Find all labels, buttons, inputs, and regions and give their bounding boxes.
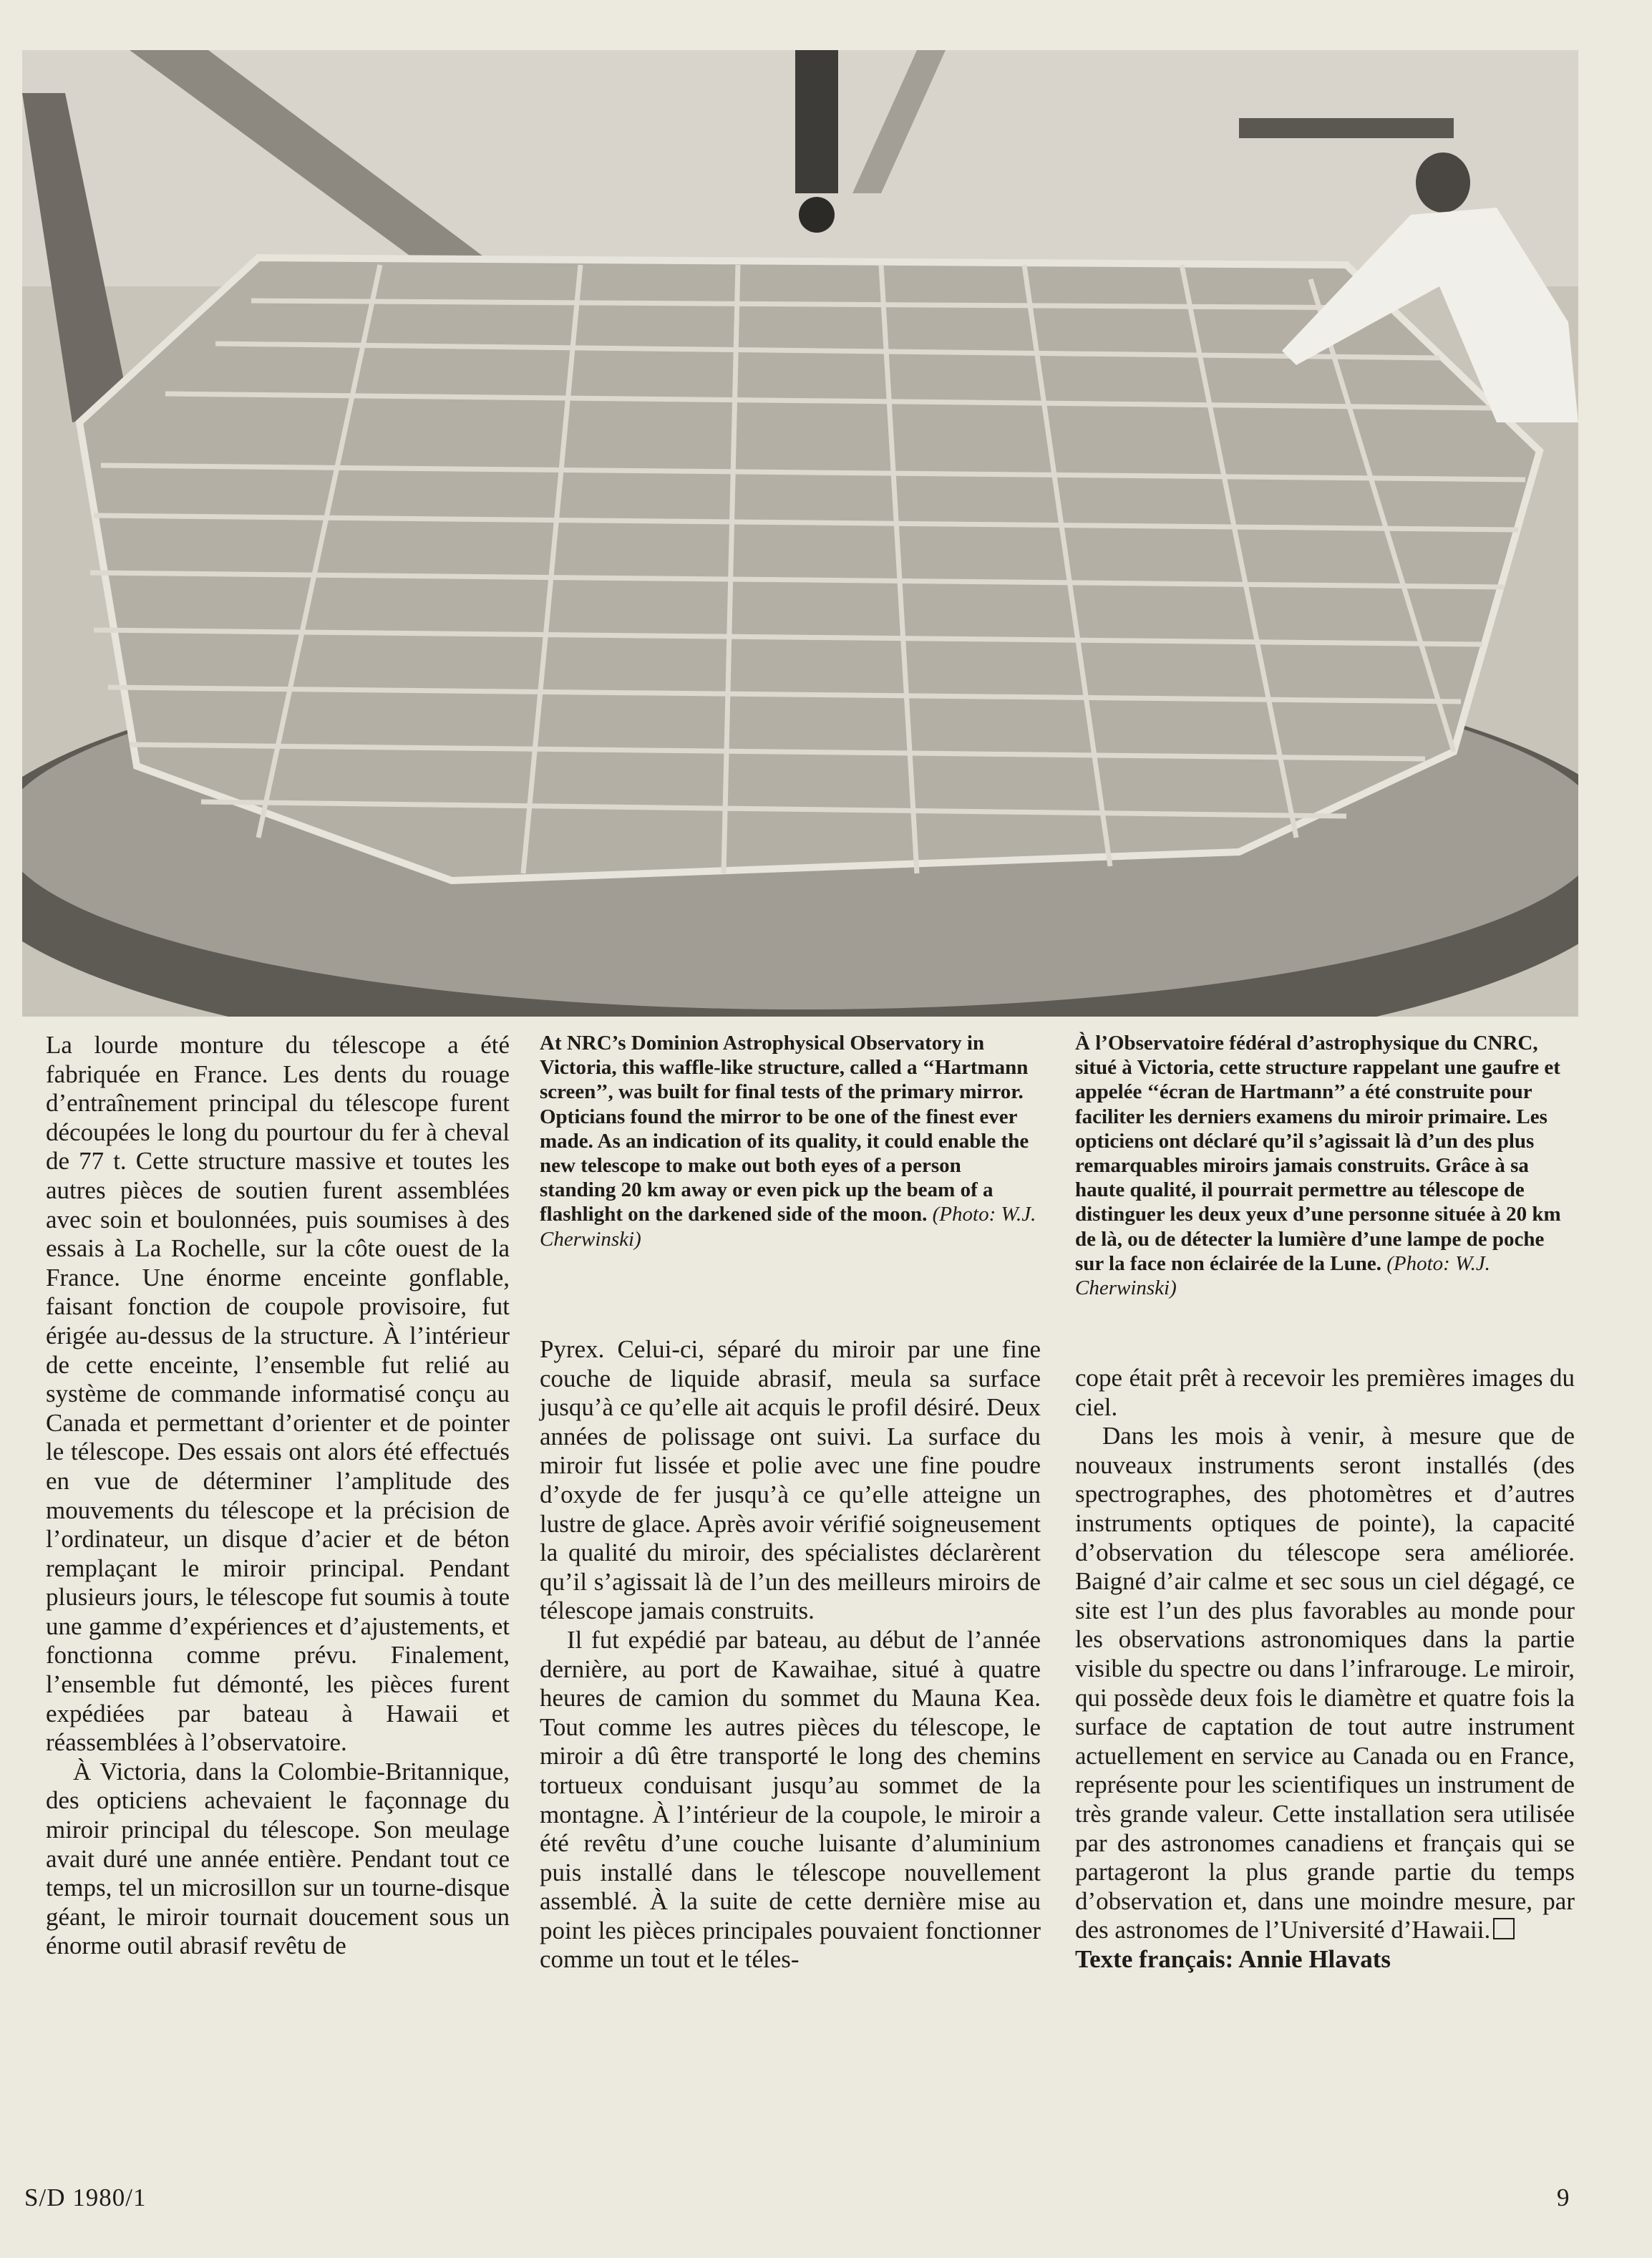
paragraph: Pyrex. Celui-ci, séparé du miroir par une fine couche de liquide abrasif, meula sa surface jusqu’à ce qu’elle ait acquis le profil désiré. Deux années de polissage ont suivi. La surface du miroir fut lissée et polie avec une fine poudre d’oxyde de fer jusqu’à ce qu’elle atteigne un lustre de glace. Après avoir vérifié soigneusement la qualité du miroir, des spécialistes déclarèrent qu’il s’agissait là de l’un des meilleurs miroirs de télescope jamais construits. bbox=[540, 1335, 1041, 1625]
photo-illustration bbox=[22, 50, 1578, 1017]
page-number: 9 bbox=[1557, 2184, 1570, 2211]
paragraph: À Victoria, dans la Colombie-Britannique, des opticiens achevaient le façonnage du miroir principal du télescope. Son meulage avait duré une année entière. Pendant tout ce temps, tel un microsillon sur un tourne-disque géant, le miroir tournait doucement sous un énorme outil abrasif revêtu de bbox=[46, 1757, 510, 1960]
paragraph: Il fut expédié par bateau, au début de l’année dernière, au port de Kawaihae, situé à quatre heures de camion du sommet du Mauna Kea. Tout comme les autres pièces du télescope, le miroir a dû être transporté le long des chemins tortueux conduisant jusqu’au sommet de la montagne. À l’intérieur de la coupole, le miroir a été revêtu d’une couche luisante d’aluminium puis installé dans le télescope nouvellement assemblé. À la suite de cette dernière mise au point les pièces principales pouvaient fonctionner comme un tout et le téles- bbox=[540, 1625, 1041, 1974]
caption-text: At NRC’s Dominion Astrophysical Observatory in Victoria, this waffle-like structure, called a ‘‘Hartmann screen’’, was built for final tests of the primary mirror. Opticians found the mirror to be one of the finest ever made. As an indication of its quality, it could enable the new telescope to make out both eyes of a person standing 20 km away or even pick up the beam of a flashlight on the darkened side of the moon. bbox=[540, 1032, 1029, 1226]
end-mark-icon bbox=[1493, 1918, 1515, 1939]
paragraph-text: Dans les mois à venir, à mesure que de nouveaux instruments seront installés (des spectrographes, des photomètres et d’autres instruments optiques de pointe), la capacité d’observation du télescope sera améliorée. Baigné d’air calme et sec sous un ciel dégagé, ce site est l’un des plus favorables au monde pour les observations astronomiques dans la partie visible du spectre ou dans l’infrarouge. Le miroir, qui possède deux fois le diamètre et quatre fois la surface de captation de tout autre instrument actuellement en service au Canada ou en France, représente pour les scientifiques un instrument de très grande valeur. Cette installation sera utilisée par des astronomes canadiens et français qui se partageront la plus grande partie du temps d’observation et, dans une moindre mesure, par des astronomes de l’Université d’Hawaii. bbox=[1075, 1422, 1575, 1944]
column-3 bbox=[1075, 1031, 1575, 1973]
translator-credit: Texte français: Annie Hlavats bbox=[1075, 1944, 1391, 1973]
paragraph bbox=[1075, 1422, 1575, 1945]
photo-credit: (Photo: W.J. Cherwinski) bbox=[1075, 1251, 1490, 1300]
photo-credit: (Photo: W.J. Cherwinski) bbox=[540, 1203, 1036, 1251]
paragraph: La lourde monture du télescope a été fabriquée en France. Les dents du rouage d’entraînement principal du télescope furent découpées le long du pourtour du fer à cheval de 77 t. Cette structure massive et toutes les autres pièces de soutien furent assemblées avec soin et boulonnées, puis soumises à des essais à La Rochelle, sur la côte ouest de la France. Une énorme enceinte gonflable, faisant fonction de coupole provisoire, fut érigée au-dessus de la structure. À l’intérieur de cette enceinte, l’ensemble fut relié au système de commande informatisé conçu au Canada et permettant d’orienter et de pointer le télescope. Des essais ont alors été effectués en vue de déterminer l’amplitude des mouvements du télescope et la précision de l’ordinateur, un disque d’acier et de béton remplaçant le miroir principal. Pendant plusieurs jours, le télescope fut soumis à toute une gamme d’expériences et d’ajustements, et fonctionna comme prévu. Finalement, l’ensemble fut démonté, les pièces furent expédiées par bateau à Hawaii et réassemblées à l’observatoire. bbox=[46, 1031, 510, 1757]
photo-caption-english bbox=[540, 1031, 1041, 1251]
column-2 bbox=[540, 1031, 1041, 1974]
issue-label: S/D 1980/1 bbox=[24, 2184, 147, 2211]
paragraph: cope était prêt à recevoir les premières images du ciel. bbox=[1075, 1364, 1575, 1421]
caption-text: À l’Observatoire fédéral d’astrophysique du CNRC, situé à Victoria, cette structure rappelant une gaufre et appelée ‘‘écran de Hartmann’’ a été construite pour faciliter les derniers examens du miroir primaire. Les opticiens ont déclaré qu’il s’agissait là d’un des plus remarquables miroirs jamais construits. Grâce à sa haute qualité, il pourrait permettre au télescope de distinguer les deux yeux d’une personne située à 20 km de là, ou de détecter la lumière d’une lampe de poche sur la face non éclairée de la Lune. bbox=[1075, 1032, 1561, 1275]
photo-caption-french bbox=[1075, 1031, 1575, 1300]
column-1 bbox=[46, 1031, 510, 1961]
hartmann-screen-photo bbox=[22, 50, 1578, 1017]
